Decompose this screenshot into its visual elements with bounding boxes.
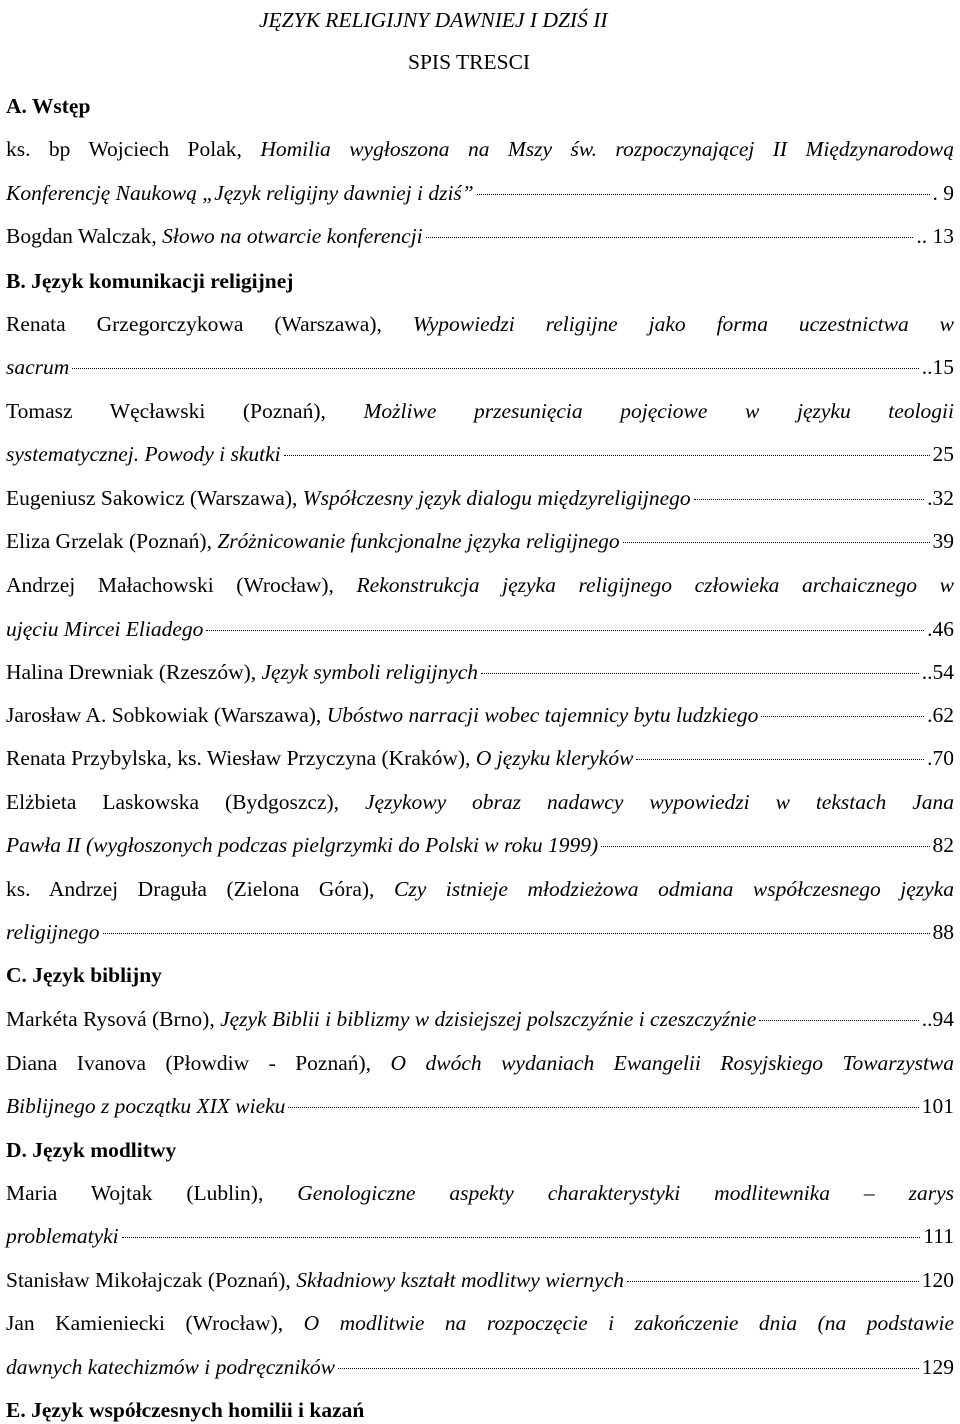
toc-entry-line [6,311,954,337]
entry-title: Zróżnicowanie funkcjonalne języka religijnego [217,529,620,553]
toc-entry [6,180,954,206]
toc-entry [6,616,954,642]
entry-title: Możliwe przesunięcia pojęciowe w języku teologii [363,399,954,423]
toc-entry [6,659,954,685]
toc-entry [6,485,954,511]
dot-leader [601,846,929,847]
toc-entry [6,1093,954,1119]
toc-entry [6,832,954,858]
toc-entry [6,441,954,467]
entry-author: Halina Drewniak (Rzeszów), [6,660,257,684]
dot-leader [103,933,930,934]
entry-author: Jan Kamieniecki (Wrocław), [6,1311,284,1335]
entry-page: ..54 [921,660,954,684]
entry-title: sacrum [6,355,70,379]
entry-author: Maria Wojtak (Lublin), [6,1181,264,1205]
entry-title: ujęciu Mircei Eliadego [6,617,204,641]
toc-entry [6,745,954,771]
document-subtitle: SPIS TRESCI [408,50,531,74]
entry-author: ks. bp Wojciech Polak, [6,137,242,161]
entry-author: ks. Andrzej Draguła (Zielona Góra), [6,877,375,901]
toc-entry-line [6,1050,954,1076]
toc-entry [6,223,954,249]
entry-title: problematyki [6,1224,119,1248]
entry-page: .32 [927,486,954,510]
dot-leader [338,1368,919,1369]
dot-leader [627,1281,919,1282]
dot-leader [477,194,930,195]
entry-title: Język symboli religijnych [261,660,479,684]
entry-author: Markéta Rysová (Brno), [6,1007,215,1031]
dot-leader [694,499,924,500]
toc-entry [6,528,954,554]
entry-title: Składniowy kształt modlitwy wiernych [296,1268,625,1292]
dot-leader [288,1107,918,1108]
entry-title: dawnych katechizmów i podręczników [6,1355,336,1379]
entry-page: .. 13 [916,224,954,248]
entry-title: Homilia wygłoszona na Mszy św. rozpoczynającej II Międzynarodową [260,137,954,161]
entry-title: systematycznej. Powody i skutki [6,442,281,466]
toc-entry [6,1354,954,1380]
section-heading-b: B. Język komunikacji religijnej [6,269,294,293]
entry-title: Językowy obraz nadawcy wypowiedzi w tekstach Jana [364,790,954,814]
toc-entry [6,354,954,380]
entry-author: Diana Ivanova (Płowdiw - Poznań), [6,1051,372,1075]
entry-page: . 9 [932,181,954,205]
toc-entry-line [6,136,954,162]
entry-author: Eliza Grzelak (Poznań), [6,529,212,553]
document-title: JĘZYK RELIGIJNY DAWNIEJ I DZIŚ II [259,8,608,32]
dot-leader [206,630,924,631]
toc-entry-line [6,572,954,598]
section-heading-c: C. Język biblijny [6,963,162,987]
entry-page: 25 [932,442,954,466]
section-heading-e: E. Język współczesnych homilii i kazań [6,1398,365,1422]
toc-entry [6,919,954,945]
entry-page: 129 [921,1355,954,1379]
entry-page: .70 [927,746,954,770]
entry-title: Czy istnieje młodzieżowa odmiana współczesnego języka [393,877,955,901]
entry-page: ..15 [921,355,954,379]
dot-leader [122,1237,921,1238]
entry-author: Stanisław Mikołajczak (Poznań), [6,1268,291,1292]
entry-page: 101 [921,1094,954,1118]
dot-leader [284,455,930,456]
entry-author: Eugeniusz Sakowicz (Warszawa), [6,486,298,510]
entry-page: 82 [932,833,954,857]
dot-leader [761,716,924,717]
entry-author: Bogdan Walczak, [6,224,157,248]
entry-page: 88 [932,920,954,944]
toc-entry-line [6,876,954,902]
entry-page: 111 [923,1224,954,1248]
entry-page: ..94 [921,1007,954,1031]
dot-leader [426,237,914,238]
entry-author: Andrzej Małachowski (Wrocław), [6,573,334,597]
entry-title: Język Biblii i biblizmy w dzisiejszej polszczyźnie i czeszczyźnie [220,1007,757,1031]
entry-author: Renata Przybylska, ks. Wiesław Przyczyna (Kraków), [6,746,471,770]
entry-title: Konferencję Naukową „Język religijny dawniej i dziś” [6,181,474,205]
entry-title: Rekonstrukcja języka religijnego człowieka archaicznego w [356,573,954,597]
toc-entry-line [6,789,954,815]
entry-page: .62 [927,703,954,727]
section-heading-d: D. Język modlitwy [6,1138,177,1162]
toc-entry [6,1267,954,1293]
entry-author: Jarosław A. Sobkowiak (Warszawa), [6,703,322,727]
entry-author: Renata Grzegorczykowa (Warszawa), [6,312,382,336]
toc-entry [6,1223,954,1249]
toc-entry-line [6,1180,954,1206]
entry-author: Tomasz Węcławski (Poznań), [6,399,326,423]
entry-title: O modlitwie na rozpoczęcie i zakończenie dnia (na podstawie [303,1311,954,1335]
entry-author: Elżbieta Laskowska (Bydgoszcz), [6,790,340,814]
dot-leader [759,1020,918,1021]
dot-leader [481,673,919,674]
entry-title: religijnego [6,920,100,944]
entry-title: O dwóch wydaniach Ewangelii Rosyjskiego Towarzystwa [390,1051,955,1075]
toc-entry [6,1006,954,1032]
entry-page: .46 [927,617,954,641]
entry-title: Współczesny język dialogu międzyreligijnego [302,486,691,510]
toc-entry-line [6,398,954,424]
section-heading-a: A. Wstęp [6,94,91,118]
entry-title: Słowo na otwarcie konferencji [162,224,423,248]
entry-title: Wypowiedzi religijne jako forma uczestnictwa w [412,312,955,336]
toc-entry-line [6,1310,954,1336]
entry-title: Pawła II (wygłoszonych podczas pielgrzymki do Polski w roku 1999) [6,833,599,857]
entry-title: Genologiczne aspekty charakterystyki modlitewnika – zarys [297,1181,954,1205]
entry-title: Ubóstwo narracji wobec tajemnicy bytu ludzkiego [326,703,759,727]
entry-title: Biblijnego z początku XIX wieku [6,1094,286,1118]
entry-page: 39 [932,529,954,553]
dot-leader [72,368,918,369]
entry-page: 120 [921,1268,954,1292]
dot-leader [636,759,924,760]
dot-leader [623,542,930,543]
entry-title: O języku kleryków [475,746,634,770]
toc-entry [6,702,954,728]
